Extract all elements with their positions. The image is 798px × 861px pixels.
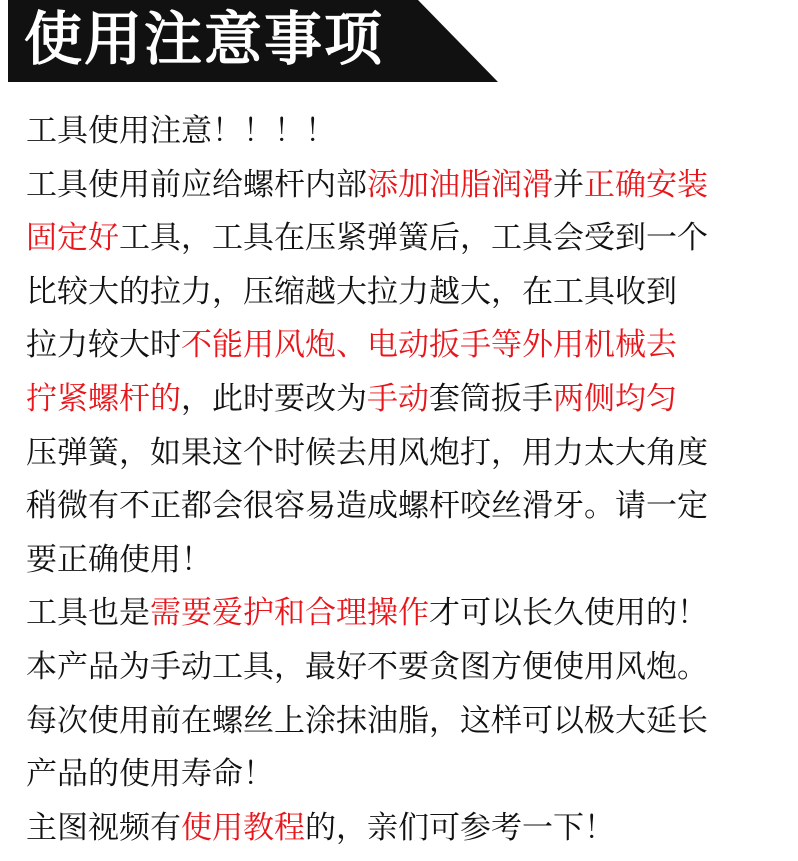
body-text: 拉力较大时 [26, 327, 181, 364]
text-line [26, 695, 786, 749]
text-line [26, 159, 786, 213]
notice-body [26, 105, 786, 855]
body-text: 才可以长久使用的！ [429, 595, 708, 632]
highlighted-text: 正确安装 [584, 166, 708, 203]
text-line [26, 802, 786, 856]
text-line [26, 266, 786, 320]
text-line [26, 427, 786, 481]
page-title: 使用注意事项 [24, 5, 385, 73]
text-line [26, 480, 786, 534]
body-text: 工具也是 [26, 595, 150, 632]
highlighted-text: 不能用风炮、电动扳手等外用机械去 [181, 327, 677, 364]
text-line [26, 641, 786, 695]
text-line [26, 373, 786, 427]
text-line [26, 105, 786, 159]
highlighted-text: 使用教程 [181, 809, 305, 846]
text-line [26, 534, 786, 588]
highlighted-text: 两侧均匀 [553, 380, 677, 417]
text-line [26, 748, 786, 802]
highlighted-text: 需要爱护和合理操作 [150, 595, 429, 632]
text-line [26, 212, 786, 266]
text-line [26, 319, 786, 373]
highlighted-text: 拧紧螺杆的 [26, 380, 181, 417]
text-line [26, 587, 786, 641]
highlighted-text: 手动 [367, 380, 429, 417]
body-text: 每次使用前在螺丝上涂抹油脂，这样可以极大延长 [26, 702, 708, 739]
body-text: 并 [553, 166, 584, 203]
highlighted-text: 固定好 [26, 220, 119, 257]
body-text: 套筒扳手 [429, 380, 553, 417]
body-text: 压弹簧，如果这个时候去用风炮打，用力太大角度 [26, 434, 708, 471]
body-text: 的，亲们可参考一下！ [305, 809, 615, 846]
body-text: 工具使用前应给螺杆内部 [26, 166, 367, 203]
body-text: 产品的使用寿命！ [26, 756, 274, 793]
body-text: 比较大的拉力，压缩越大拉力越大，在工具收到 [26, 273, 677, 310]
body-text: ，此时要改为 [181, 380, 367, 417]
body-text: 要正确使用！ [26, 541, 212, 578]
body-text: 稍微有不正都会很容易造成螺杆咬丝滑牙。请一定 [26, 488, 708, 525]
body-text: 主图视频有 [26, 809, 181, 846]
body-text: 本产品为手动工具，最好不要贪图方便使用风炮。 [26, 648, 708, 685]
body-text: 工具，工具在压紧弹簧后，工具会受到一个 [119, 220, 708, 257]
highlighted-text: 添加油脂润滑 [367, 166, 553, 203]
body-text: 工具使用注意！！！！ [26, 113, 336, 149]
